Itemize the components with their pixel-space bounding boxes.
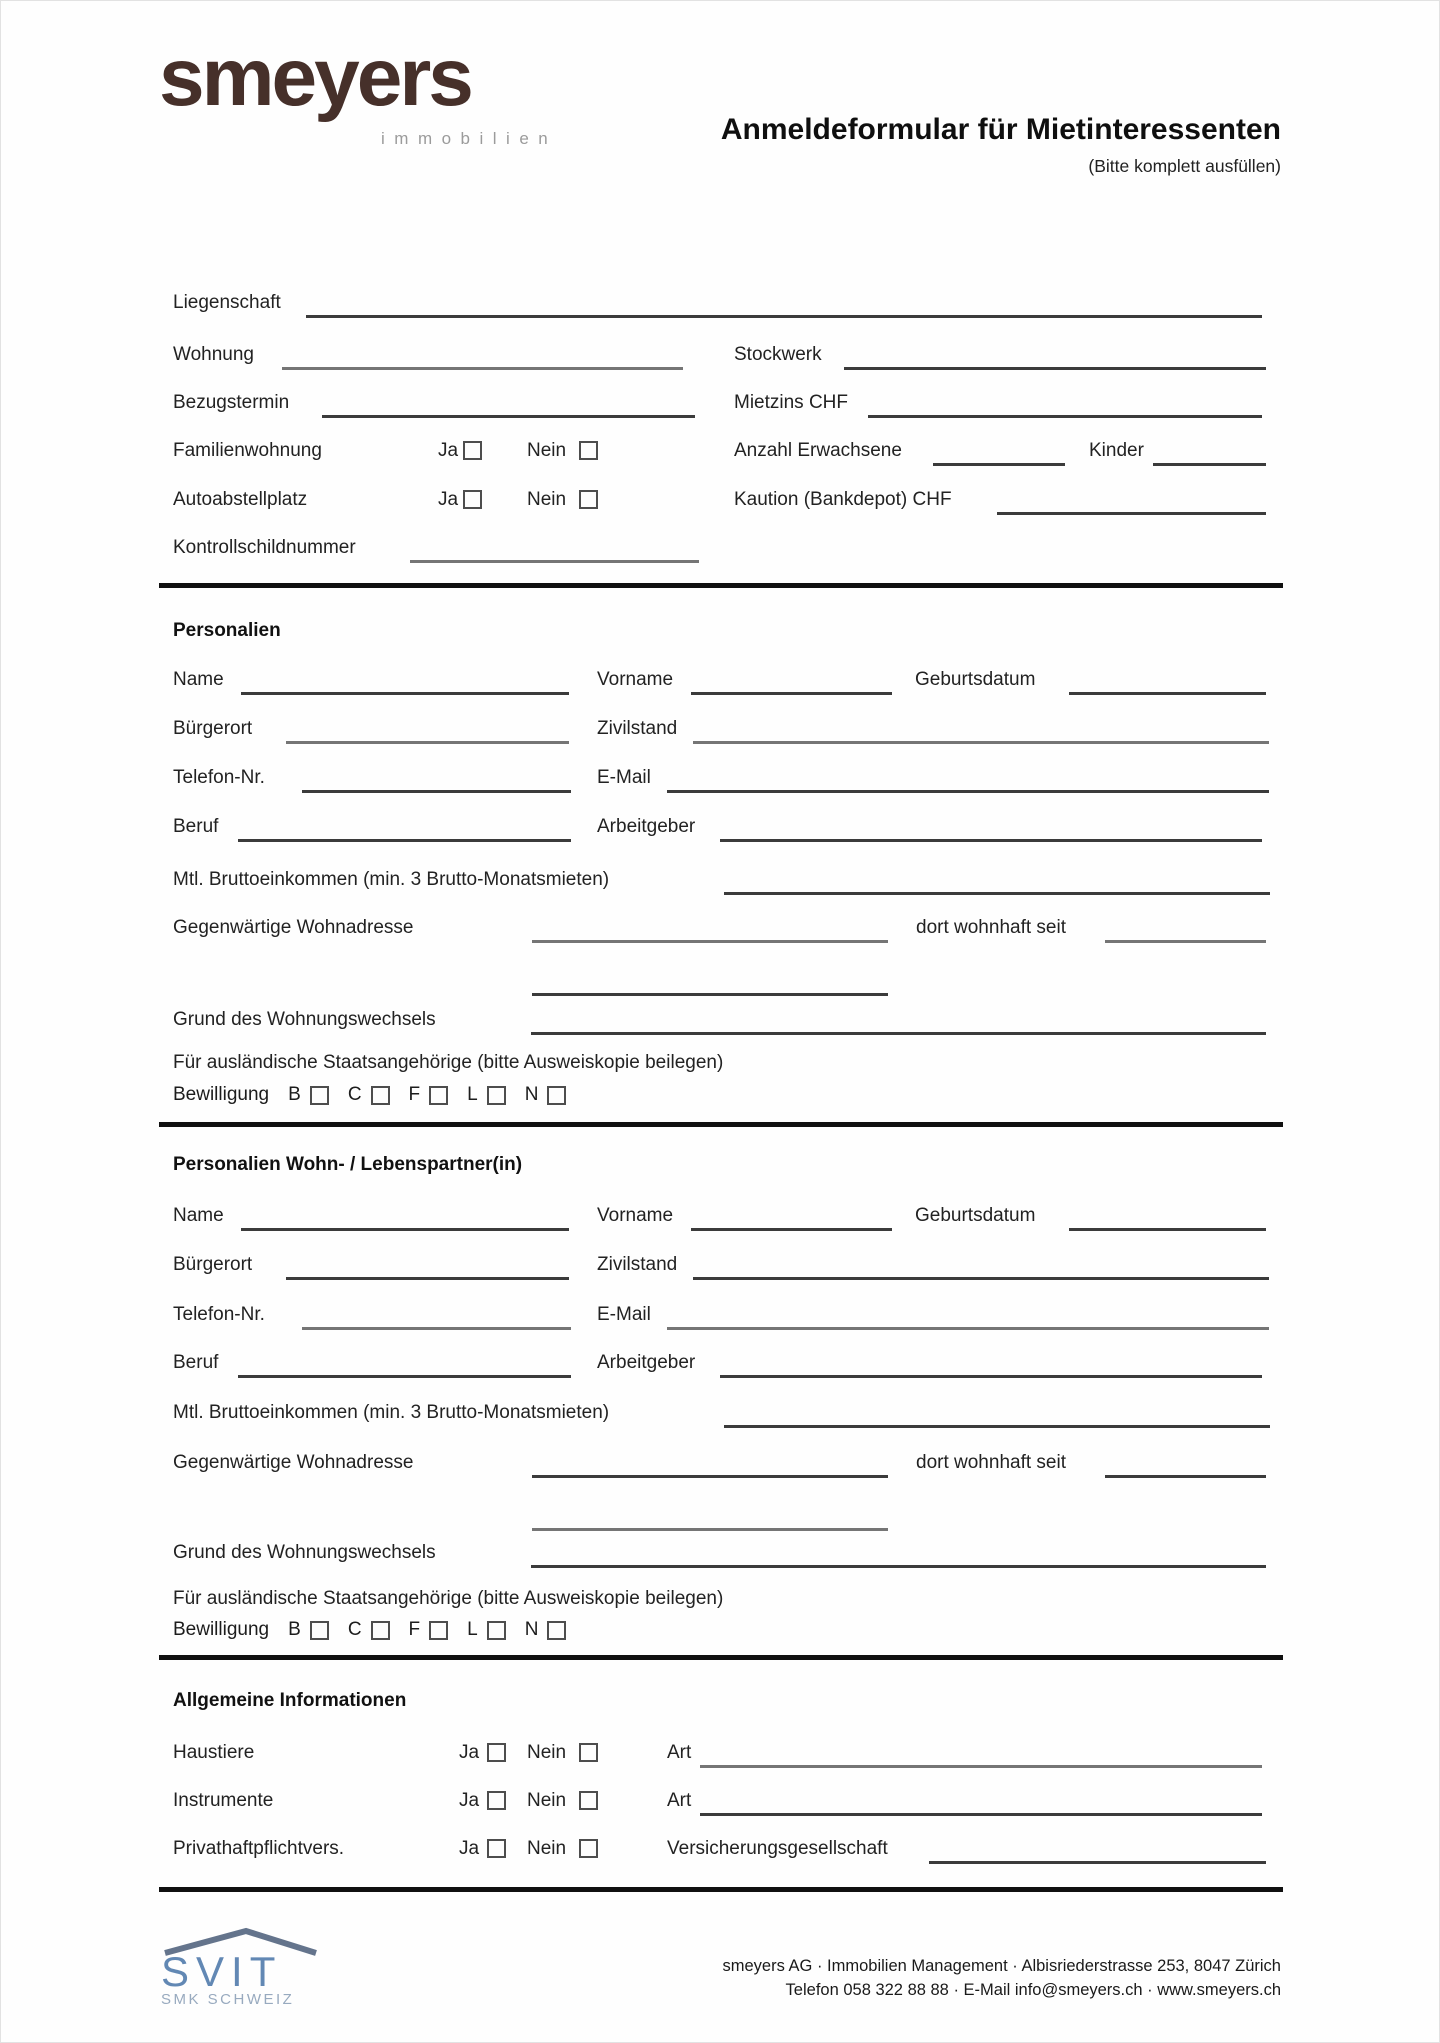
stockwerk-line[interactable]	[844, 343, 1266, 370]
form-subtitle: (Bitte komplett ausfüllen)	[1088, 156, 1281, 176]
p1-zivilstand-line[interactable]	[693, 717, 1269, 744]
p1-permit-n-checkbox[interactable]	[547, 1086, 566, 1105]
p1-permit-c-label: C	[347, 1084, 362, 1105]
instrumente-art-label: Art	[667, 1790, 692, 1811]
autoabstellplatz-ja-checkbox[interactable]	[463, 490, 482, 509]
haustiere-art-label: Art	[667, 1742, 692, 1763]
p2-beruf-label: Beruf	[173, 1352, 219, 1373]
p2-einkommen-label: Mtl. Bruttoeinkommen (min. 3 Brutto-Monatsmieten)	[173, 1402, 610, 1423]
privathaftpflicht-nein-checkbox[interactable]	[579, 1839, 598, 1858]
p1-telefon-line[interactable]	[302, 766, 571, 793]
p1-geburtsdatum-line[interactable]	[1069, 668, 1266, 695]
p2-grund-line[interactable]	[531, 1541, 1266, 1568]
haustiere-ja-checkbox[interactable]	[487, 1743, 506, 1762]
anzahl-erwachsene-label: Anzahl Erwachsene	[734, 440, 902, 461]
p1-zivilstand-label: Zivilstand	[597, 718, 678, 739]
p1-bewilligung-label: Bewilligung	[173, 1084, 270, 1105]
p2-permit-b-label: B	[288, 1619, 301, 1640]
familienwohnung-nein-label: Nein	[527, 440, 567, 461]
versicherungsgesellschaft-label: Versicherungsgesellschaft	[667, 1838, 888, 1859]
instrumente-label: Instrumente	[173, 1790, 274, 1811]
p1-permit-l-label: L	[467, 1084, 478, 1105]
p2-email-line[interactable]	[667, 1303, 1269, 1330]
p1-grund-line[interactable]	[531, 1008, 1266, 1035]
svit-logo-subtext: SMK SCHWEIZ	[161, 1991, 295, 2008]
kaution-line[interactable]	[997, 488, 1266, 515]
anzahl-erwachsene-line[interactable]	[933, 439, 1065, 466]
p2-bewilligung-row	[173, 1618, 566, 1642]
haustiere-ja-label: Ja	[459, 1742, 480, 1763]
p1-einkommen-line[interactable]	[724, 868, 1270, 895]
p2-zivilstand-label: Zivilstand	[597, 1254, 678, 1275]
wohnung-label: Wohnung	[173, 344, 254, 365]
stockwerk-label: Stockwerk	[734, 344, 822, 365]
p1-permit-n-label: N	[524, 1084, 539, 1105]
instrumente-art-line[interactable]	[700, 1789, 1262, 1816]
instrumente-ja-checkbox[interactable]	[487, 1791, 506, 1810]
p1-email-label: E-Mail	[597, 767, 651, 788]
p2-wohnadresse-label: Gegenwärtige Wohnadresse	[173, 1452, 414, 1473]
p2-permit-b-checkbox[interactable]	[310, 1621, 329, 1640]
kontrollschildnummer-line[interactable]	[410, 536, 699, 563]
smeyers-logo-subtext: immobilien	[381, 129, 558, 148]
p2-name-line[interactable]	[241, 1204, 569, 1231]
wohnung-line[interactable]	[282, 343, 683, 370]
p2-geburtsdatum-line[interactable]	[1069, 1204, 1266, 1231]
kinder-line[interactable]	[1153, 439, 1266, 466]
p2-zivilstand-line[interactable]	[693, 1253, 1269, 1280]
kontrollschildnummer-label: Kontrollschildnummer	[173, 537, 356, 558]
p2-wohnhaft-seit-line[interactable]	[1105, 1451, 1266, 1478]
p2-permit-c-checkbox[interactable]	[371, 1621, 390, 1640]
form-title: Anmeldeformular für Mietinteressenten	[720, 113, 1281, 146]
p1-permit-l-checkbox[interactable]	[487, 1086, 506, 1105]
p2-permit-l-label: L	[467, 1619, 478, 1640]
p2-permit-f-label: F	[408, 1619, 421, 1640]
p1-name-line[interactable]	[241, 668, 569, 695]
p2-name-label: Name	[173, 1205, 224, 1226]
p2-buergerort-line[interactable]	[286, 1253, 569, 1280]
footer-contact-block	[723, 1954, 1282, 2002]
p1-telefon-label: Telefon-Nr.	[173, 767, 265, 788]
p2-geburtsdatum-label: Geburtsdatum	[915, 1205, 1036, 1226]
privathaftpflicht-nein-label: Nein	[527, 1838, 567, 1859]
p2-vorname-label: Vorname	[597, 1205, 674, 1226]
svit-logo: SVIT	[161, 1948, 283, 1995]
personalien-section-title: Personalien	[173, 620, 281, 641]
liegenschaft-label: Liegenschaft	[173, 292, 281, 313]
p1-permit-f-label: F	[408, 1084, 421, 1105]
p1-permit-b-label: B	[288, 1084, 301, 1105]
p2-bewilligung-label: Bewilligung	[173, 1619, 270, 1640]
p2-auslaender-note: Für ausländische Staatsangehörige (bitte Ausweiskopie beilegen)	[173, 1588, 724, 1609]
section-divider	[159, 583, 1283, 588]
autoabstellplatz-label: Autoabstellplatz	[173, 489, 308, 510]
p1-buergerort-line[interactable]	[286, 717, 569, 744]
footer-contact-line: Telefon 058 322 88 88 · E-Mail info@smeyers.ch · www.smeyers.ch	[785, 1981, 1281, 1999]
liegenschaft-line[interactable]	[306, 291, 1262, 318]
versicherungsgesellschaft-line[interactable]	[929, 1837, 1266, 1864]
autoabstellplatz-nein-checkbox[interactable]	[579, 490, 598, 509]
p1-geburtsdatum-label: Geburtsdatum	[915, 669, 1036, 690]
haustiere-art-line[interactable]	[700, 1741, 1262, 1768]
p2-permit-c-label: C	[347, 1619, 362, 1640]
privathaftpflicht-ja-checkbox[interactable]	[487, 1839, 506, 1858]
p2-permit-f-checkbox[interactable]	[429, 1621, 448, 1640]
p2-grund-label: Grund des Wohnungswechsels	[173, 1542, 436, 1563]
section-divider	[159, 1887, 1283, 1892]
haustiere-nein-label: Nein	[527, 1742, 567, 1763]
p1-beruf-label: Beruf	[173, 816, 219, 837]
instrumente-ja-label: Ja	[459, 1790, 480, 1811]
section-divider	[159, 1655, 1283, 1660]
autoabstellplatz-ja-label: Ja	[438, 489, 459, 510]
mietzins-line[interactable]	[868, 391, 1262, 418]
kaution-label: Kaution (Bankdepot) CHF	[734, 489, 952, 510]
p1-grund-label: Grund des Wohnungswechsels	[173, 1009, 436, 1030]
instrumente-nein-checkbox[interactable]	[579, 1791, 598, 1810]
p1-wohnhaft-seit-label: dort wohnhaft seit	[916, 917, 1066, 938]
p1-auslaender-note: Für ausländische Staatsangehörige (bitte Ausweiskopie beilegen)	[173, 1052, 724, 1073]
familienwohnung-ja-checkbox[interactable]	[463, 441, 482, 460]
p2-permit-n-checkbox[interactable]	[547, 1621, 566, 1640]
p2-buergerort-label: Bürgerort	[173, 1254, 253, 1275]
partner-section-title: Personalien Wohn- / Lebenspartner(in)	[173, 1154, 523, 1175]
p2-arbeitgeber-line[interactable]	[720, 1351, 1262, 1378]
privathaftpflicht-ja-label: Ja	[459, 1838, 480, 1859]
p2-einkommen-line[interactable]	[724, 1401, 1270, 1428]
footer-address-line: smeyers AG · Immobilien Management · Albisriederstrasse 253, 8047 Zürich	[722, 1957, 1281, 1975]
bezugstermin-label: Bezugstermin	[173, 392, 290, 413]
mietzins-label: Mietzins CHF	[734, 392, 849, 413]
haustiere-label: Haustiere	[173, 1742, 255, 1763]
kinder-label: Kinder	[1089, 440, 1144, 461]
p1-buergerort-label: Bürgerort	[173, 718, 253, 739]
bezugstermin-line[interactable]	[322, 391, 695, 418]
instrumente-nein-label: Nein	[527, 1790, 567, 1811]
p1-email-line[interactable]	[667, 766, 1269, 793]
p1-arbeitgeber-label: Arbeitgeber	[597, 816, 696, 837]
haustiere-nein-checkbox[interactable]	[579, 1743, 598, 1762]
p1-arbeitgeber-line[interactable]	[720, 815, 1262, 842]
general-section-title: Allgemeine Informationen	[173, 1690, 407, 1711]
familienwohnung-label: Familienwohnung	[173, 440, 322, 461]
p2-permit-n-label: N	[524, 1619, 539, 1640]
p1-wohnhaft-seit-line[interactable]	[1105, 916, 1266, 943]
smeyers-logo: smeyers	[159, 32, 471, 123]
p1-permit-f-checkbox[interactable]	[429, 1086, 448, 1105]
p1-bewilligung-row	[173, 1083, 566, 1107]
familienwohnung-nein-checkbox[interactable]	[579, 441, 598, 460]
p1-wohnadresse-line1[interactable]	[532, 916, 888, 943]
p2-telefon-line[interactable]	[302, 1303, 571, 1330]
p2-telefon-label: Telefon-Nr.	[173, 1304, 265, 1325]
p2-wohnhaft-seit-label: dort wohnhaft seit	[916, 1452, 1066, 1473]
p1-name-label: Name	[173, 669, 224, 690]
p2-vorname-line[interactable]	[691, 1204, 892, 1231]
p2-email-label: E-Mail	[597, 1304, 651, 1325]
p2-beruf-line[interactable]	[238, 1351, 571, 1378]
p2-wohnadresse-line2[interactable]	[532, 1504, 888, 1531]
autoabstellplatz-nein-label: Nein	[527, 489, 567, 510]
p2-wohnadresse-line1[interactable]	[532, 1451, 888, 1478]
p1-wohnadresse-label: Gegenwärtige Wohnadresse	[173, 917, 414, 938]
familienwohnung-ja-label: Ja	[438, 440, 459, 461]
p1-einkommen-label: Mtl. Bruttoeinkommen (min. 3 Brutto-Monatsmieten)	[173, 869, 610, 890]
p1-beruf-line[interactable]	[238, 815, 571, 842]
p1-vorname-line[interactable]	[691, 668, 892, 695]
p1-permit-c-checkbox[interactable]	[371, 1086, 390, 1105]
p2-permit-l-checkbox[interactable]	[487, 1621, 506, 1640]
p1-permit-b-checkbox[interactable]	[310, 1086, 329, 1105]
section-divider	[159, 1122, 1283, 1127]
privathaftpflicht-label: Privathaftpflichtvers.	[173, 1838, 345, 1859]
p2-arbeitgeber-label: Arbeitgeber	[597, 1352, 696, 1373]
p1-wohnadresse-line2[interactable]	[532, 969, 888, 996]
p1-vorname-label: Vorname	[597, 669, 674, 690]
